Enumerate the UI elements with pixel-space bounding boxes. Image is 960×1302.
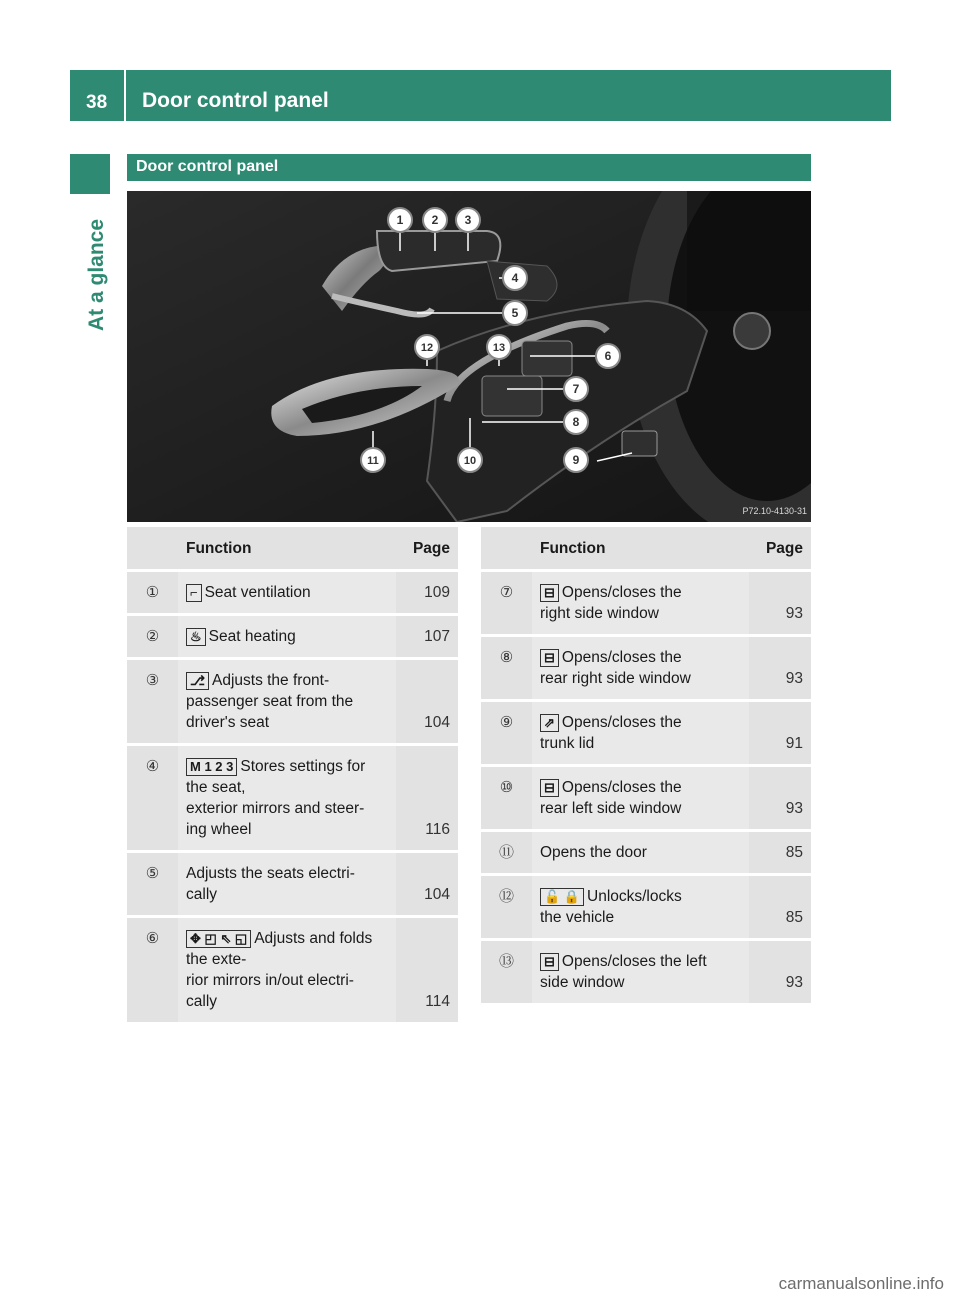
function-description: Adjusts and folds the exte- rior mirrors in/out electri- cally xyxy=(186,930,373,1010)
table-row xyxy=(127,850,458,915)
callout-5 xyxy=(503,301,527,325)
door-panel-photo xyxy=(127,191,811,522)
function-symbol-icon: ✥ ◰ ⇖ ◱ xyxy=(186,930,251,948)
row-number: ⑥ xyxy=(127,915,178,1022)
row-number: ⑧ xyxy=(481,634,532,699)
light-switch xyxy=(734,313,770,349)
row-number: ⑤ xyxy=(127,850,178,915)
row-function xyxy=(532,873,749,938)
function-symbol-icon: ⊟ xyxy=(540,953,559,971)
function-symbol-icon: 🔓 🔒 xyxy=(540,888,584,906)
callout-10 xyxy=(458,448,482,472)
dashboard-shadow xyxy=(687,191,811,311)
callout-7 xyxy=(564,377,588,401)
row-number: ③ xyxy=(127,657,178,743)
row-page: 107 xyxy=(396,613,458,657)
callout-label: 8 xyxy=(572,415,580,429)
table-row xyxy=(127,915,458,1022)
callout-11 xyxy=(361,448,385,472)
row-page: 93 xyxy=(749,938,811,1003)
callout-label: 2 xyxy=(431,213,439,227)
table-row xyxy=(481,634,811,699)
callout-13 xyxy=(487,335,511,359)
table-row xyxy=(127,613,458,657)
callout-9 xyxy=(564,448,588,472)
function-description: Opens/closes the rear right side window xyxy=(540,649,691,687)
row-function xyxy=(178,915,396,1022)
callout-label: 6 xyxy=(604,349,612,363)
row-function xyxy=(178,743,396,850)
header-number xyxy=(481,527,532,569)
callout-label: 4 xyxy=(511,271,519,285)
side-tab-marker xyxy=(70,154,110,194)
row-page: 104 xyxy=(396,850,458,915)
callout-label: 12 xyxy=(420,342,434,354)
row-function xyxy=(532,699,749,764)
callout-label: 13 xyxy=(492,342,506,354)
header-function: Function xyxy=(178,527,396,569)
callout-label: 5 xyxy=(511,306,519,320)
table-row xyxy=(481,829,811,873)
callout-label: 10 xyxy=(463,455,477,467)
function-description: Adjusts the front- passenger seat from the driver's seat xyxy=(186,672,354,731)
page-number-box xyxy=(70,70,126,121)
header-function: Function xyxy=(532,527,749,569)
callout-6 xyxy=(596,344,620,368)
window-switch-cluster xyxy=(482,376,542,416)
function-symbol-icon: M 1 2 3 xyxy=(186,758,237,776)
row-function xyxy=(532,764,749,829)
function-description: Seat heating xyxy=(208,628,296,645)
function-table-left xyxy=(127,527,458,1022)
function-description: Unlocks/locks the vehicle xyxy=(540,888,682,926)
row-function xyxy=(178,613,396,657)
row-number: ⑬ xyxy=(481,938,532,1003)
row-page: 116 xyxy=(396,743,458,850)
table-row xyxy=(127,569,458,613)
row-number: ⑩ xyxy=(481,764,532,829)
row-page: 85 xyxy=(749,829,811,873)
function-description: Opens the door xyxy=(540,844,647,861)
function-symbol-icon: ⊟ xyxy=(540,649,559,667)
page-number: 38 xyxy=(86,92,108,113)
function-description: Opens/closes the trunk lid xyxy=(540,714,682,752)
table-row xyxy=(481,764,811,829)
table-header-row xyxy=(481,527,811,569)
header-title: Door control panel xyxy=(142,89,329,112)
row-function xyxy=(532,938,749,1003)
section-title: Door control panel xyxy=(136,158,279,175)
row-page: 104 xyxy=(396,657,458,743)
row-function xyxy=(532,569,749,634)
row-page: 85 xyxy=(749,873,811,938)
table-row xyxy=(481,699,811,764)
row-function xyxy=(178,850,396,915)
row-number: ⑨ xyxy=(481,699,532,764)
row-function xyxy=(178,657,396,743)
row-number: ④ xyxy=(127,743,178,850)
callout-8 xyxy=(564,410,588,434)
callout-label: 11 xyxy=(367,455,379,467)
function-symbol-icon: ⇗ xyxy=(540,714,559,732)
row-number: ⑦ xyxy=(481,569,532,634)
callout-label: 3 xyxy=(464,213,472,227)
door-panel-illustration xyxy=(127,191,811,522)
callout-3 xyxy=(456,208,480,232)
function-description: Seat ventilation xyxy=(204,584,311,601)
callout-12 xyxy=(415,335,439,359)
function-symbol-icon: ⌐ xyxy=(186,584,202,602)
function-description: Opens/closes the rear left side window xyxy=(540,779,682,817)
table-row xyxy=(127,657,458,743)
row-page: 93 xyxy=(749,569,811,634)
function-table-right xyxy=(481,527,811,1003)
row-page: 91 xyxy=(749,699,811,764)
trunk-button xyxy=(622,431,657,456)
row-number: ⑫ xyxy=(481,873,532,938)
function-symbol-icon: ⊟ xyxy=(540,779,559,797)
row-function xyxy=(532,634,749,699)
row-number: ① xyxy=(127,569,178,613)
callout-label: 7 xyxy=(572,382,580,396)
function-symbol-icon: ⎇ xyxy=(186,672,209,690)
function-description: Stores settings for the seat, exterior mirrors and steer- ing wheel xyxy=(186,758,366,838)
function-description: Opens/closes the right side window xyxy=(540,584,682,622)
row-page: 93 xyxy=(749,764,811,829)
row-page: 114 xyxy=(396,915,458,1022)
callout-2 xyxy=(423,208,447,232)
header-page: Page xyxy=(749,527,811,569)
photo-code: P72.10-4130-31 xyxy=(742,506,807,516)
header-number xyxy=(127,527,178,569)
row-number: ⑪ xyxy=(481,829,532,873)
section-title-bar xyxy=(127,154,811,181)
page-header xyxy=(70,70,891,121)
row-page: 109 xyxy=(396,569,458,613)
callout-4 xyxy=(503,266,527,290)
table-row xyxy=(481,569,811,634)
function-symbol-icon: ⊟ xyxy=(540,584,559,602)
row-number: ② xyxy=(127,613,178,657)
table-row xyxy=(481,873,811,938)
header-page: Page xyxy=(396,527,458,569)
side-tab-label: At a glance xyxy=(85,218,108,331)
function-description: Adjusts the seats electri- cally xyxy=(186,865,355,903)
table-header-row xyxy=(127,527,458,569)
row-function xyxy=(178,569,396,613)
callout-label: 9 xyxy=(572,453,580,467)
table-row xyxy=(481,938,811,1003)
callout-1 xyxy=(388,208,412,232)
callout-label: 1 xyxy=(396,213,404,227)
row-page: 93 xyxy=(749,634,811,699)
mirror-switch-cluster xyxy=(522,341,572,376)
function-description: Opens/closes the left side window xyxy=(540,953,707,991)
watermark: carmanualsonline.info xyxy=(778,1274,944,1293)
row-function xyxy=(532,829,749,873)
table-row xyxy=(127,743,458,850)
function-symbol-icon: ♨ xyxy=(186,628,206,646)
